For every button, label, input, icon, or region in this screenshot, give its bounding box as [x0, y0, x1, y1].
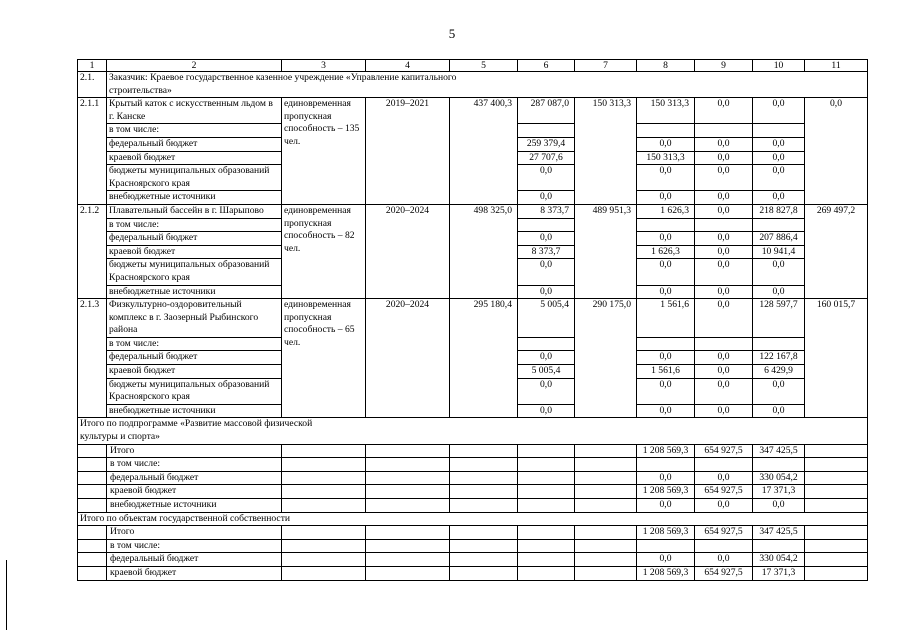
breakdown-value: 122 167,8: [753, 351, 805, 365]
totals-value: 0,0: [637, 471, 695, 485]
totals-title-row: [78, 418, 868, 444]
empty-cell: [450, 444, 518, 458]
empty-cell: [366, 444, 450, 458]
object-value: 0,0: [695, 204, 753, 218]
totals-row: [78, 553, 868, 567]
breakdown-value: 0,0: [753, 404, 805, 418]
empty-cell: [575, 444, 637, 458]
empty-cell: [282, 471, 366, 485]
object-capacity: единовременная пропускная способность – 135 чел.: [282, 98, 366, 205]
breakdown-value: 8 373,7: [518, 245, 575, 259]
empty-cell: [575, 539, 637, 553]
totals-value: 0,0: [637, 499, 695, 513]
breakdown-value: 0,0: [518, 285, 575, 299]
empty-cell: [575, 485, 637, 499]
totals-title: Итого по подпрограмме «Развитие массовой физической культуры и спорта»: [78, 418, 868, 444]
totals-label: краевой бюджет: [107, 566, 282, 580]
breakdown-value: 0,0: [695, 404, 753, 418]
empty-cell: [805, 566, 868, 580]
object-value: 8 373,7: [518, 204, 575, 218]
breakdown-value: 5 005,4: [518, 365, 575, 379]
column-number: 10: [753, 60, 805, 72]
totals-value: [637, 539, 695, 553]
empty-cell: [282, 553, 366, 567]
breakdown-label: внебюджетные источники: [107, 404, 282, 418]
totals-value: [753, 539, 805, 553]
column-number: 11: [805, 60, 868, 72]
breakdown-value: 0,0: [753, 165, 805, 191]
totals-value: 17 371,3: [753, 566, 805, 580]
totals-row: [78, 471, 868, 485]
totals-spacer: [78, 458, 107, 472]
object-name: Физкультурно-оздоровительный комплекс в г. Заозерный Рыбинского района: [107, 299, 282, 338]
totals-value: [695, 539, 753, 553]
empty-cell: [450, 526, 518, 540]
breakdown-value: 0,0: [518, 378, 575, 404]
object-name: Плавательный бассейн в г. Шарыпово: [107, 204, 282, 218]
breakdown-value: 0,0: [753, 285, 805, 299]
empty-cell: [282, 485, 366, 499]
empty-cell: [518, 553, 575, 567]
breakdown-value: [753, 218, 805, 232]
object-code: 2.1.3: [78, 299, 107, 418]
breakdown-value: [753, 337, 805, 351]
totals-spacer: [78, 553, 107, 567]
breakdown-label: в том числе:: [107, 337, 282, 351]
totals-value: [753, 458, 805, 472]
totals-row: [78, 526, 868, 540]
totals-value: 330 054,2: [753, 471, 805, 485]
page-number: 5: [448, 26, 456, 41]
object-value: 489 951,3: [575, 204, 637, 298]
totals-value: 654 927,5: [695, 566, 753, 580]
object-value: 150 313,3: [637, 98, 695, 124]
empty-cell: [450, 499, 518, 513]
breakdown-value: 0,0: [695, 259, 753, 285]
breakdown-value: 1 626,3: [637, 245, 695, 259]
object-value: 128 597,7: [753, 299, 805, 338]
section-title: Заказчик: Краевое государственное казенное учреждение «Управление капитального строительства»: [107, 72, 868, 98]
empty-cell: [518, 566, 575, 580]
totals-value: 0,0: [695, 499, 753, 513]
object-value: 0,0: [753, 98, 805, 124]
empty-cell: [575, 526, 637, 540]
breakdown-value: 10 941,4: [753, 245, 805, 259]
breakdown-value: 0,0: [753, 151, 805, 165]
object-row: [78, 204, 868, 218]
breakdown-value: 6 429,9: [753, 365, 805, 379]
totals-label: в том числе:: [107, 539, 282, 553]
object-value: 1 561,6: [637, 299, 695, 338]
totals-value: 654 927,5: [695, 526, 753, 540]
totals-value: [695, 458, 753, 472]
empty-cell: [805, 444, 868, 458]
breakdown-value: [518, 124, 575, 138]
empty-cell: [450, 566, 518, 580]
breakdown-value: 0,0: [637, 137, 695, 151]
empty-cell: [450, 485, 518, 499]
breakdown-value: 0,0: [695, 137, 753, 151]
empty-cell: [518, 526, 575, 540]
column-number: 4: [366, 60, 450, 72]
breakdown-value: 0,0: [637, 351, 695, 365]
breakdown-value: 0,0: [518, 165, 575, 191]
object-value: 160 015,7: [805, 299, 868, 418]
empty-cell: [805, 553, 868, 567]
breakdown-value: [695, 124, 753, 138]
breakdown-value: 0,0: [753, 137, 805, 151]
breakdown-value: 207 886,4: [753, 232, 805, 246]
empty-cell: [805, 539, 868, 553]
empty-cell: [575, 499, 637, 513]
empty-cell: [282, 539, 366, 553]
breakdown-value: 0,0: [637, 232, 695, 246]
column-number: 1: [78, 60, 107, 72]
empty-cell: [366, 458, 450, 472]
empty-cell: [282, 444, 366, 458]
object-code: 2.1.1: [78, 98, 107, 205]
object-value: 218 827,8: [753, 204, 805, 218]
breakdown-label: внебюджетные источники: [107, 285, 282, 299]
breakdown-label: краевой бюджет: [107, 151, 282, 165]
totals-value: 0,0: [637, 553, 695, 567]
totals-spacer: [78, 499, 107, 513]
breakdown-label: бюджеты муниципальных образований Красноярского края: [107, 165, 282, 191]
breakdown-label: внебюджетные источники: [107, 191, 282, 205]
breakdown-value: [518, 337, 575, 351]
breakdown-value: 27 707,6: [518, 151, 575, 165]
section-row: [78, 72, 868, 98]
totals-label: краевой бюджет: [107, 485, 282, 499]
empty-cell: [518, 444, 575, 458]
breakdown-value: 0,0: [753, 378, 805, 404]
breakdown-value: 0,0: [695, 351, 753, 365]
breakdown-value: 0,0: [637, 259, 695, 285]
financing-table: [77, 59, 868, 581]
breakdown-value: 1 561,6: [637, 365, 695, 379]
totals-value: 1 208 569,3: [637, 444, 695, 458]
breakdown-value: 0,0: [695, 378, 753, 404]
column-number: 9: [695, 60, 753, 72]
totals-row: [78, 444, 868, 458]
object-value: 0,0: [695, 98, 753, 124]
totals-value: 347 425,5: [753, 444, 805, 458]
empty-cell: [805, 526, 868, 540]
breakdown-value: 0,0: [518, 191, 575, 205]
breakdown-value: 0,0: [753, 191, 805, 205]
breakdown-value: [695, 218, 753, 232]
totals-value: 17 371,3: [753, 485, 805, 499]
breakdown-value: 0,0: [518, 351, 575, 365]
empty-cell: [805, 499, 868, 513]
binding-line: [6, 560, 7, 630]
object-cost: 437 400,3: [450, 98, 518, 205]
breakdown-label: краевой бюджет: [107, 365, 282, 379]
totals-value: 330 054,2: [753, 553, 805, 567]
totals-spacer: [78, 566, 107, 580]
breakdown-label: в том числе:: [107, 218, 282, 232]
breakdown-value: 0,0: [637, 378, 695, 404]
breakdown-value: 0,0: [637, 191, 695, 205]
object-value: 290 175,0: [575, 299, 637, 418]
totals-label: федеральный бюджет: [107, 553, 282, 567]
empty-cell: [366, 539, 450, 553]
totals-value: 0,0: [753, 499, 805, 513]
breakdown-label: краевой бюджет: [107, 245, 282, 259]
totals-value: 1 208 569,3: [637, 526, 695, 540]
totals-label: федеральный бюджет: [107, 471, 282, 485]
breakdown-value: 259 379,4: [518, 137, 575, 151]
empty-cell: [282, 526, 366, 540]
section-code: 2.1.: [78, 72, 107, 98]
breakdown-value: 0,0: [695, 151, 753, 165]
breakdown-value: [753, 124, 805, 138]
totals-row: [78, 539, 868, 553]
object-period: 2020–2024: [366, 204, 450, 298]
totals-label: Итого: [107, 526, 282, 540]
object-value: 269 497,2: [805, 204, 868, 298]
empty-cell: [518, 485, 575, 499]
object-row: [78, 299, 868, 338]
object-capacity: единовременная пропускная способность – 65 чел.: [282, 299, 366, 418]
breakdown-value: 0,0: [518, 259, 575, 285]
totals-spacer: [78, 444, 107, 458]
totals-label: внебюджетные источники: [107, 499, 282, 513]
totals-value: 654 927,5: [695, 485, 753, 499]
object-capacity: единовременная пропускная способность – 82 чел.: [282, 204, 366, 298]
empty-cell: [518, 539, 575, 553]
empty-cell: [805, 485, 868, 499]
totals-spacer: [78, 539, 107, 553]
empty-cell: [575, 458, 637, 472]
object-value: 5 005,4: [518, 299, 575, 338]
totals-value: 1 208 569,3: [637, 566, 695, 580]
totals-spacer: [78, 526, 107, 540]
object-cost: 295 180,4: [450, 299, 518, 418]
breakdown-value: [695, 337, 753, 351]
totals-row: [78, 485, 868, 499]
empty-cell: [366, 526, 450, 540]
totals-label: в том числе:: [107, 458, 282, 472]
breakdown-value: 0,0: [753, 259, 805, 285]
breakdown-value: 0,0: [518, 232, 575, 246]
breakdown-value: 0,0: [518, 404, 575, 418]
breakdown-value: 0,0: [637, 165, 695, 191]
breakdown-value: [518, 218, 575, 232]
empty-cell: [282, 566, 366, 580]
breakdown-value: 0,0: [695, 165, 753, 191]
breakdown-value: 0,0: [695, 191, 753, 205]
empty-cell: [575, 553, 637, 567]
empty-cell: [282, 458, 366, 472]
breakdown-value: 150 313,3: [637, 151, 695, 165]
empty-cell: [518, 458, 575, 472]
empty-cell: [282, 499, 366, 513]
totals-row: [78, 458, 868, 472]
empty-cell: [366, 485, 450, 499]
breakdown-label: бюджеты муниципальных образований Красноярского края: [107, 259, 282, 285]
object-value: 150 313,3: [575, 98, 637, 205]
empty-cell: [805, 471, 868, 485]
breakdown-value: 0,0: [695, 232, 753, 246]
empty-cell: [450, 458, 518, 472]
breakdown-label: федеральный бюджет: [107, 351, 282, 365]
totals-value: 654 927,5: [695, 444, 753, 458]
object-period: 2019–2021: [366, 98, 450, 205]
totals-value: 0,0: [695, 471, 753, 485]
column-number: 8: [637, 60, 695, 72]
breakdown-value: [637, 218, 695, 232]
empty-cell: [366, 553, 450, 567]
object-row: [78, 98, 868, 124]
column-number: 6: [518, 60, 575, 72]
totals-row: [78, 566, 868, 580]
breakdown-value: 0,0: [637, 404, 695, 418]
column-number: 5: [450, 60, 518, 72]
totals-value: 1 208 569,3: [637, 485, 695, 499]
empty-cell: [366, 499, 450, 513]
totals-spacer: [78, 471, 107, 485]
totals-value: 0,0: [695, 553, 753, 567]
empty-cell: [366, 566, 450, 580]
totals-title: Итого по объектам государственной собственности: [78, 512, 868, 526]
empty-cell: [450, 553, 518, 567]
empty-cell: [450, 539, 518, 553]
breakdown-value: 0,0: [695, 245, 753, 259]
breakdown-value: 0,0: [637, 285, 695, 299]
object-value: 287 087,0: [518, 98, 575, 124]
breakdown-value: [637, 337, 695, 351]
breakdown-label: в том числе:: [107, 124, 282, 138]
object-value: 1 626,3: [637, 204, 695, 218]
empty-cell: [366, 471, 450, 485]
totals-title-row: [78, 512, 868, 526]
totals-row: [78, 499, 868, 513]
totals-spacer: [78, 485, 107, 499]
empty-cell: [805, 458, 868, 472]
object-cost: 498 325,0: [450, 204, 518, 298]
empty-cell: [450, 471, 518, 485]
totals-value: [637, 458, 695, 472]
object-code: 2.1.2: [78, 204, 107, 298]
object-value: 0,0: [805, 98, 868, 205]
object-name: Крытый каток с искусственным льдом в г. Канске: [107, 98, 282, 124]
breakdown-label: федеральный бюджет: [107, 137, 282, 151]
object-period: 2020–2024: [366, 299, 450, 418]
column-number: 3: [282, 60, 366, 72]
breakdown-value: 0,0: [695, 365, 753, 379]
object-value: 0,0: [695, 299, 753, 338]
breakdown-label: бюджеты муниципальных образований Красноярского края: [107, 378, 282, 404]
breakdown-label: федеральный бюджет: [107, 232, 282, 246]
column-number-row: [78, 60, 868, 72]
empty-cell: [575, 471, 637, 485]
totals-label: Итого: [107, 444, 282, 458]
breakdown-value: [637, 124, 695, 138]
column-number: 2: [107, 60, 282, 72]
breakdown-value: 0,0: [695, 285, 753, 299]
column-number: 7: [575, 60, 637, 72]
empty-cell: [518, 471, 575, 485]
empty-cell: [518, 499, 575, 513]
totals-value: 347 425,5: [753, 526, 805, 540]
empty-cell: [575, 566, 637, 580]
